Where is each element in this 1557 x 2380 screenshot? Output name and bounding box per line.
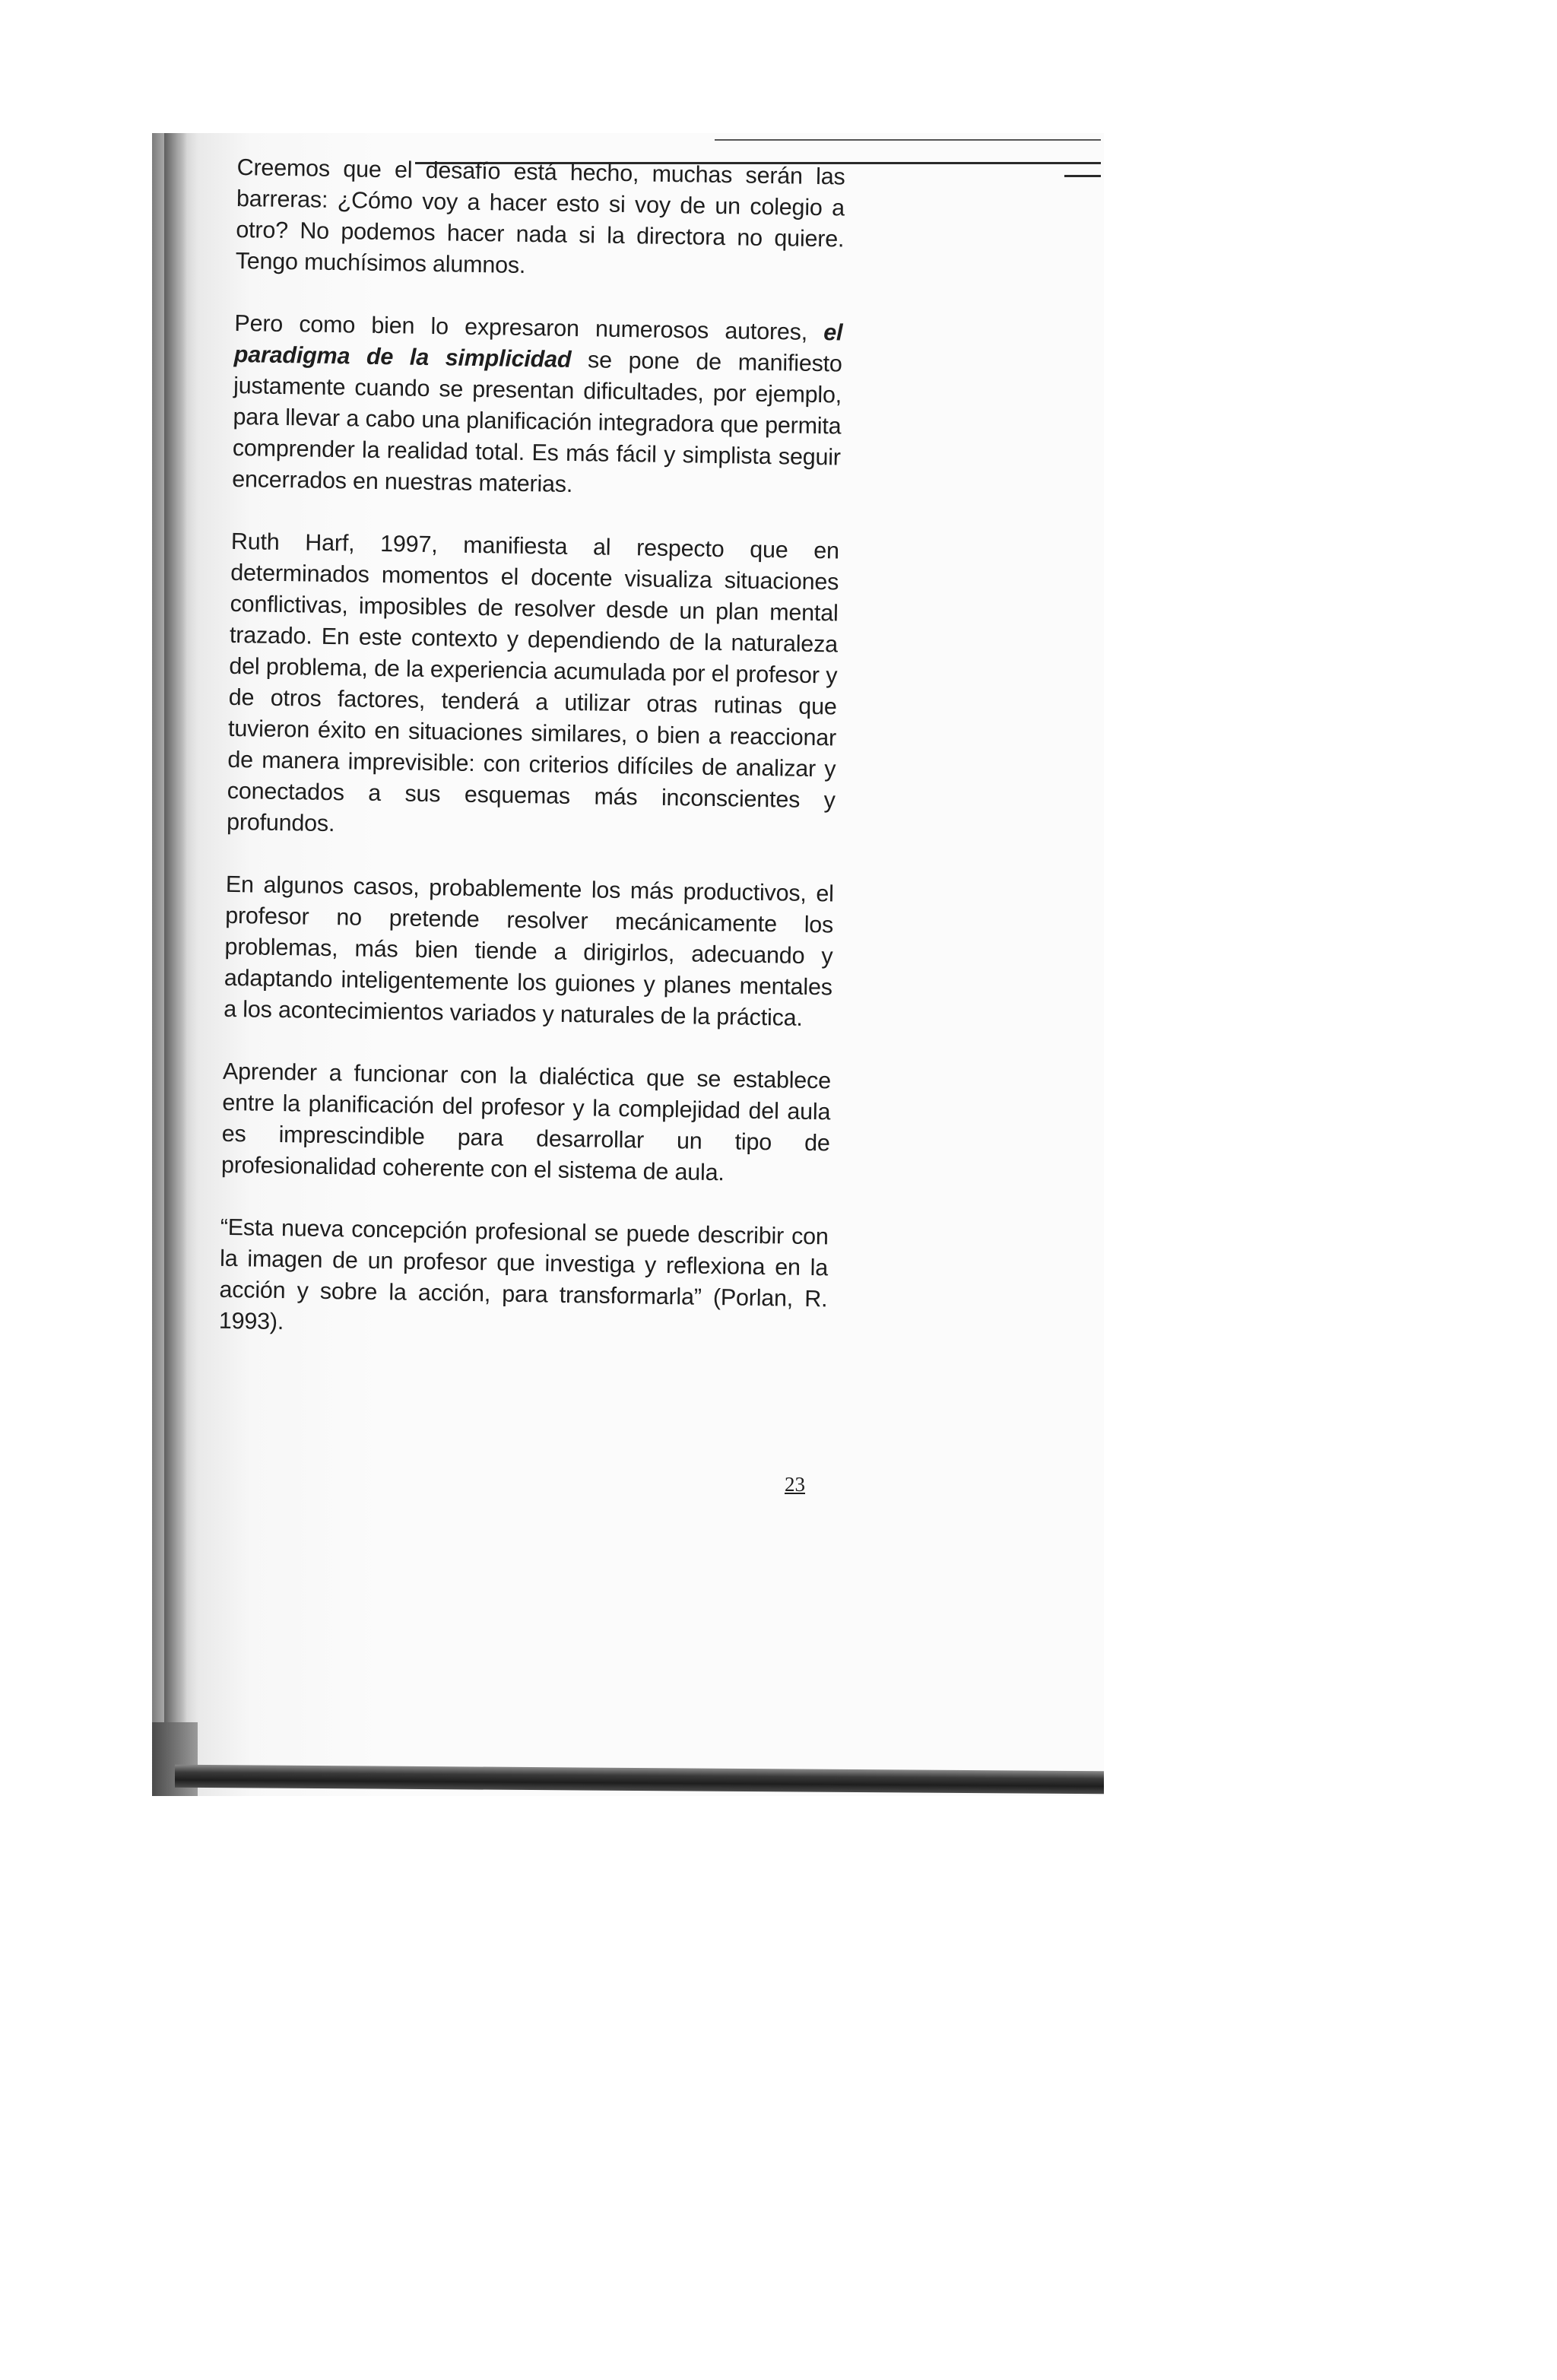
- paragraph-4: En algunos casos, probablemente los más productivos, el profesor no pretende resolver mecánicamente los problemas, más bien tiende a dirigirlos, adecuando y adaptando inteligentemente los guiones y planes mentales a los acontecimientos variados y naturales de la práctica.: [224, 871, 835, 1031]
- body-text: [218, 152, 845, 1377]
- paragraph-2-emphasis: el paradigma de la simplicidad: [233, 319, 843, 373]
- paragraph-2-before: Pero como bien lo expresaron numerosos autores,: [234, 309, 824, 346]
- paragraph-5: Aprender a funcionar con la dialéctica que se establece entre la planificación del profesor y la complejidad del aula es imprescindible para desarrollar un tipo de profesionalidad coherente con el sistema de aula.: [220, 1058, 832, 1186]
- bottom-edge-shadow: [175, 1765, 1104, 1795]
- paragraph-1: Creemos que el desafío está hecho, muchas serán las barreras: ¿Cómo voy a hacer esto si voy de un colegio a otro? No podemos hacer nada si la directora no quiere. Tengo muchísimos alumnos.: [235, 154, 845, 278]
- header-rule-tail: [1064, 175, 1101, 177]
- paragraph-6: “Esta nueva concepción profesional se puede describir con la imagen de un profesor que investiga y reflexiona en la acción y sobre la acción, para transformarla” (Porlan, R. 1993).: [218, 1214, 829, 1335]
- paragraph-2-after: se pone de manifiesto justamente cuando se presentan dificultades, por ejemplo, para llevar a cabo una planificación integradora que permita comprender la realidad total. Es más fácil y simplista seguir encerrados en nuestras materias.: [231, 346, 843, 497]
- paragraph-2: [232, 308, 843, 505]
- book-spine-shadow: [164, 133, 187, 1796]
- paragraph-3: Ruth Harf, 1997, manifiesta al respecto que en determinados momentos el docente visualiza situaciones conflictivas, imposibles de resolver desde un plan mental trazado. En este contexto y dependiendo de la naturaleza del problema, de la experiencia acumulada por el profesor y de otros factores, tenderá a utilizar otras rutinas que tuvieron éxito en situaciones similares, o bien a reaccionar de manera imprevisible: con criterios difíciles de analizar y conectados a sus esquemas más inconscientes y profundos.: [226, 528, 840, 837]
- page-number: 23: [785, 1473, 805, 1496]
- top-edge-line: [715, 139, 1101, 141]
